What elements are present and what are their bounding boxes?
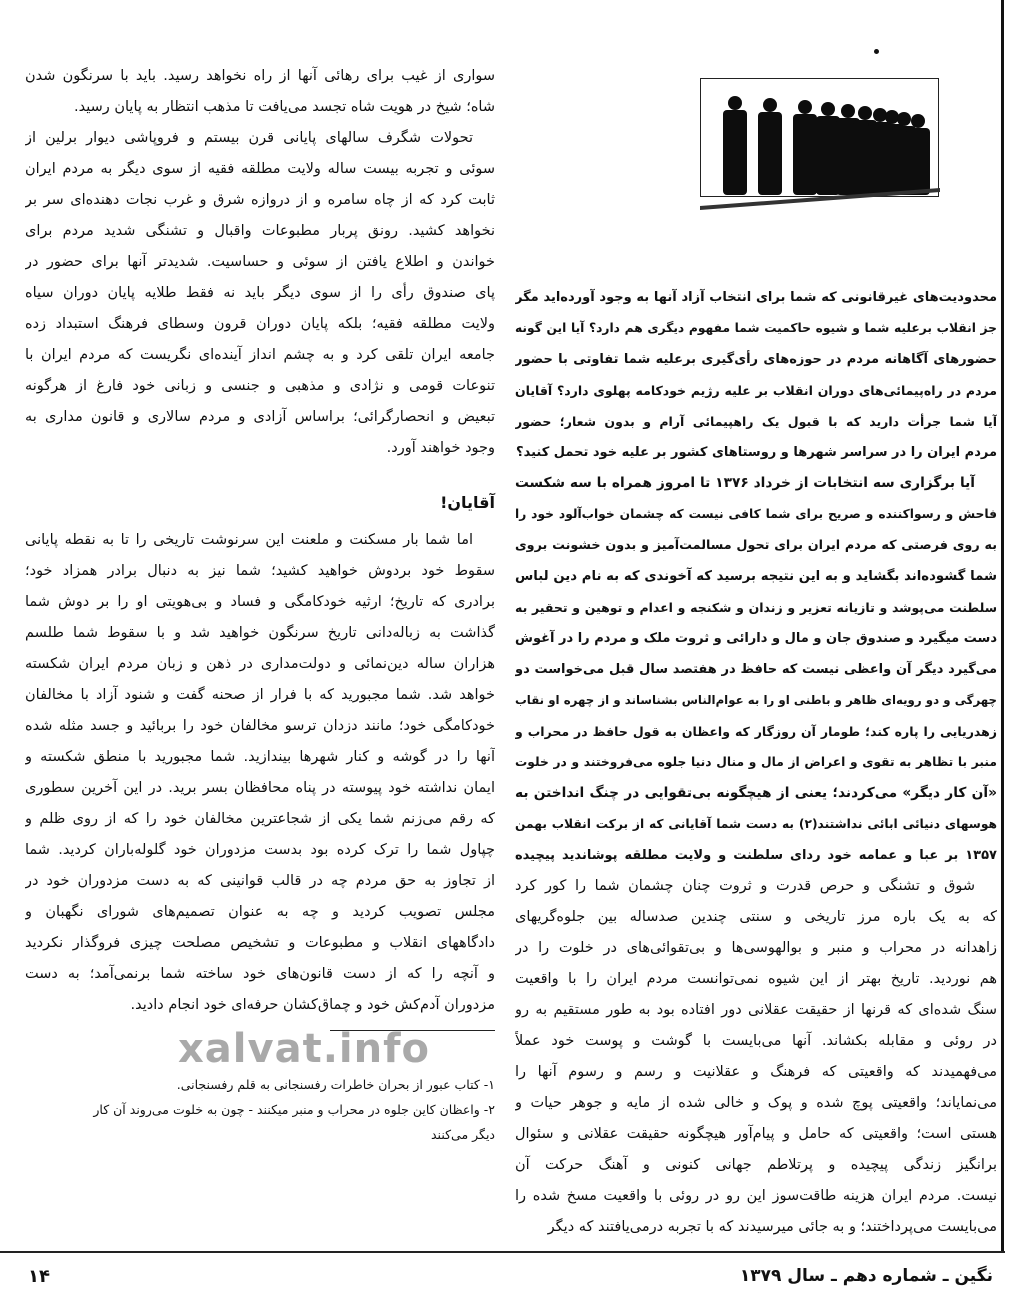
person-silhouette: [798, 100, 812, 114]
text-line: گذاشت به زباله‌دانی تاریخ سرنگون خواهید شد و با سقوط شما طلسم: [25, 625, 495, 641]
watermark: xalvat.info: [178, 1026, 430, 1072]
text-line: آیا شما جرأت دارید که با قبول یک راهپیمائی آرام و بدون شعار؛ حضور: [515, 414, 997, 429]
person-silhouette: [906, 128, 930, 195]
text-line: جامعه ایران تلقی کرد و به چشم انداز آینده‌ای نگریست که مردم ایران با: [25, 347, 495, 363]
section-heading: آقایان!: [440, 493, 495, 512]
person-silhouette: [793, 114, 817, 195]
person-silhouette: [723, 110, 747, 195]
left-bottom-text: [25, 525, 495, 1021]
text-line: و آنچه را که از دست قانون‌های خود ساخته شما برنمی‌آمد؛ به دست: [25, 966, 495, 982]
person-silhouette: [758, 112, 782, 195]
person-silhouette: [885, 110, 899, 124]
person-silhouette: [763, 98, 777, 112]
text-line: خودکامگی خود؛ مانند دزدان ترسو مخالفان خود را بربائید و جسد مثله شده: [25, 718, 495, 734]
text-line: برادری که تاریخ؛ ارثیه خودکامگی و فساد و بی‌هویتی او را بر دوش شما: [25, 594, 495, 610]
paragraph: [515, 282, 997, 468]
text-line: شاه؛ شیخ در هویت شاه تجسد می‌یافت تا مذهب انتظار به پایان رسید.: [73, 99, 495, 115]
text-line: نخواهد کشید. رونق پربار مطبوعات واقبال و تشنگی شدید مردم برای: [25, 223, 495, 239]
text-line: زاهدانه در محراب و منبر و بوالهوسی‌ها و بی‌تقوائی‌های در خلوت را در: [515, 940, 997, 956]
person-silhouette: [911, 114, 925, 128]
person-silhouette: [858, 106, 872, 120]
footnotes: [25, 1072, 495, 1147]
text-line: اما شما بار مسکنت و ملعنت این سرنوشت تاریخی را تا به نقطه پایانی: [25, 532, 473, 548]
text-line: ایمان نداشته خود پیوسته در پناه محافظان بسر برید. در این آخرین سطوری: [25, 780, 495, 796]
print-speck: [874, 49, 879, 54]
text-line: خواندن و اطلاع یافتن از سوئی و حساسیت. شدیدتر آنها برای حضور در: [25, 254, 495, 270]
group-photo-image: [700, 78, 940, 210]
paragraph: [25, 525, 495, 1021]
text-line: شوق و تشنگی و حرص قدرت و ثروت چنان چشمان شما را کور کرد: [515, 878, 975, 894]
text-line: سواری از غیب برای رهائی آنها از راه نخواهد رسید. باید با سرنگون شدن: [25, 68, 495, 84]
paragraph: [25, 123, 495, 464]
person-silhouette: [821, 102, 835, 116]
text-line: حضورهای آگاهانه مردم در حوزه‌های رأی‌گیری برعلیه شما تفاوتی با حضور: [515, 352, 997, 367]
group-photo: [700, 78, 940, 210]
column-border: [1001, 0, 1004, 1253]
text-line: به روی فرصتی که مردم ایران برای تحول مسالمت‌آمیز و بدون خشونت بروی: [515, 538, 997, 553]
text-line: می‌گیرد دیگر آن واعظی نیست که حافظ در هفتصد سال قبل می‌خواست دو: [515, 662, 997, 677]
text-line: سلطنت می‌پوشد و تازیانه تعزیر و زندان و شکنجه و اعدام و توهین و تحقیر به: [515, 600, 997, 615]
text-line: مجلس تصویب کردید و چه به عنوان تصمیم‌های شورای نگهبان و: [25, 904, 495, 920]
text-line: می‌نمایاند؛ واقعیتی پوچ شده و پوک و خالی شده از مایه و جوهر حیات و: [515, 1095, 997, 1111]
paragraph: [515, 871, 997, 1243]
paragraph: [515, 468, 997, 871]
text-line: مردم ایران را در سراسر شهرها و روستاهای کشور بر علیه خود تحمل کنید؟: [516, 445, 997, 460]
text-line: محدودیت‌های غیرقانونی که شما برای انتخاب آزاد آنها به وجود آورده‌اید مگر: [515, 290, 997, 305]
text-line: می‌فهمیدند که واقعیتی که فرهنگ و عقلانیت و رسم و رسوم آنها را: [515, 1064, 997, 1080]
person-silhouette: [728, 96, 742, 110]
text-line: فاحش و رسواکننده و صریح برای شما کافی نیست که چشمان خواب‌آلود خود را: [515, 507, 997, 521]
text-line: برانگیز زندگی پیچیده و پرتلاطم جهانی کنونی و آهنگ حرکت آن: [515, 1157, 997, 1173]
text-line: ۱۳۵۷ بر عبا و عمامه خود ردای سلطنت و ولایت مطلقه پوشاندید پیچیده: [515, 848, 997, 863]
text-line: در روئی و مقابله بکشاند. آنها می‌بایست با گوشت و پوست خود عملاً: [515, 1033, 997, 1049]
text-line: هستی است؛ واقعیتی که حامل و پیام‌آور هیچگونه حقیقت عقلانی و سئوال: [515, 1126, 997, 1142]
text-line: سقوط خود بردوش خواهید کشید؛ شما نیز به دنبال برادر همزاد خود؛: [25, 563, 495, 579]
text-line: جز انقلاب برعلیه شما و شیوه حاکمیت شما مفهوم دیگری هم دارد؟ آیا این گونه: [515, 321, 997, 335]
text-line: «آن کار دیگر» می‌کردند؛ یعنی از هیچگونه بی‌تقوایی در چنگ انداختن به: [515, 785, 997, 801]
page-number: ۱۴: [28, 1266, 50, 1287]
text-line: مردم در راه‌پیمائی‌های دوران انقلاب بر علیه رژیم خودکامه پهلوی دارد؟ آقایان: [515, 383, 997, 398]
text-line: خواهد شد. شما مجبورید که با فرار از صحنه گفت و شنود آزاد با مخالفان: [25, 687, 495, 703]
text-line: تبعیض و انحصارگرائی؛ براساس آزادی و مردم سالاری و قانون مداری به: [25, 409, 495, 425]
text-line: هوسهای دنیائی ابائی نداشتند(۲) به دست شما آقایانی که از برکت انقلاب بهمن: [515, 817, 997, 831]
text-line: نیست. مردم ایران هزینه طاقت‌سوز این رو در روئی با واقعیت مسخ شده را: [515, 1188, 997, 1204]
text-line: چپاول شما را ترک کرده بود بدست مزدوران خود گلوله‌باران کردید. شما: [25, 842, 495, 858]
right-column: [515, 282, 997, 1243]
text-line: آنها را در گوشه و کنار شهرها بیندازید. شما مجبورید با منطق شکسته و: [25, 749, 495, 765]
text-line: ولایت مطلقه فقیه؛ بلکه پایان دوران قرون وسطای فرهنگ استبداد زده: [25, 316, 495, 332]
footnote-1: ۱- کتاب عبور از بحران خاطرات رفسنجانی به قلم رفسنجانی.: [176, 1077, 495, 1092]
text-line: هم نوردید. تاریخ بهتر از این شیوه نمی‌توانست مردم ایران را با واقعیت: [515, 971, 997, 987]
text-line: تحولات شگرف سالهای پایانی قرن بیستم و فروپاشی دیوار برلین از: [25, 130, 473, 146]
person-silhouette: [873, 108, 887, 122]
left-top-text: [25, 61, 495, 464]
text-line: شما گشوده‌اند بگشاید و به این نتیجه برسید که آخوندی که به نام دین لباس: [515, 569, 997, 584]
journal-issue: نگین ـ شماره دهم ـ سال ۱۳۷۹: [739, 1266, 993, 1286]
text-line: که به یک باره مرز تاریخی و سنتی چندین صدساله بین جلوه‌گریهای: [515, 909, 997, 925]
text-line: پای صندوق رأی را از سوی دیگر باید نه فقط طلایه پایان دوران سیاه: [25, 285, 495, 301]
text-line: تنوعات قومی و نژادی و مذهبی و جنسی و زبانی خود فارغ از هرگونه: [25, 378, 495, 394]
footnote-2-continued: دیگر می‌کنند: [431, 1127, 495, 1142]
text-line: سنگ شده‌ای که قرنها از حقیقت عقلانی دور افتاده بود به طور مستقیم به رو: [515, 1002, 997, 1018]
person-silhouette: [897, 112, 911, 126]
text-line: که رقم می‌زنم شما یکی از شجاعترین مخالفان خود را که از روی ظلم و: [25, 811, 495, 827]
person-silhouette: [841, 104, 855, 118]
text-line: وجود خواهند آورد.: [386, 440, 495, 456]
text-line: مزدوران آدم‌کش خود و چماق‌کشان حرفه‌ای خود انجام دادید.: [130, 997, 495, 1013]
text-line: سوئی و تجربه بیست ساله ولایت مطلقه فقیه از سوی دیگر به مردم ایران: [25, 161, 495, 177]
footnote-2: ۲- واعظان کاین جلوه در محراب و منبر میکنند - چون به خلوت می‌روند آن کار: [93, 1102, 495, 1117]
footer-divider: [0, 1251, 1005, 1253]
text-line: منبر با تظاهر به تقوی و اعراض از مال و منال دنیا جلوه می‌فروختند و در خلوت: [515, 755, 997, 769]
text-line: ثابت کرد که از چاه سامره و از دروازه شرق و غرب نجات دهنده‌ای سر بر: [25, 192, 495, 208]
text-line: از تجاوز به حق مردم چه در قالب قوانینی که به دست مزدوران خود در: [25, 873, 495, 889]
text-line: چهرگی و دو رویه‌ای ظاهر و باطنی او را به عوام‌الناس بشناساند و از چهره او نقاب: [515, 693, 997, 707]
text-line: آیا برگزاری سه انتخابات از خرداد ۱۳۷۶ تا امروز همراه با سه شکست: [515, 475, 975, 491]
text-line: زهدریایی را پاره کند؛ طومار آن روزگار که واعظان به قول حافظ در محراب و: [515, 724, 997, 739]
text-line: می‌بایست می‌پرداختند؛ و به جائی میرسیدند که با تجربه درمی‌یافتند که دیگر: [547, 1219, 997, 1235]
text-line: دست میگیرد و صندوق جان و مال و دارائی و ثروت ملک و مردم را در آغوش: [515, 631, 997, 646]
text-line: دادگاههای انقلاب و مطبوعات و تشخیص مصلحت چیزی فروگذار نکردید: [25, 935, 495, 951]
paragraph: [25, 61, 495, 123]
text-line: هزاران ساله دین‌نمائی و دولت‌مداری در ذهن و زبان مردم ایران شکسته: [25, 656, 495, 672]
